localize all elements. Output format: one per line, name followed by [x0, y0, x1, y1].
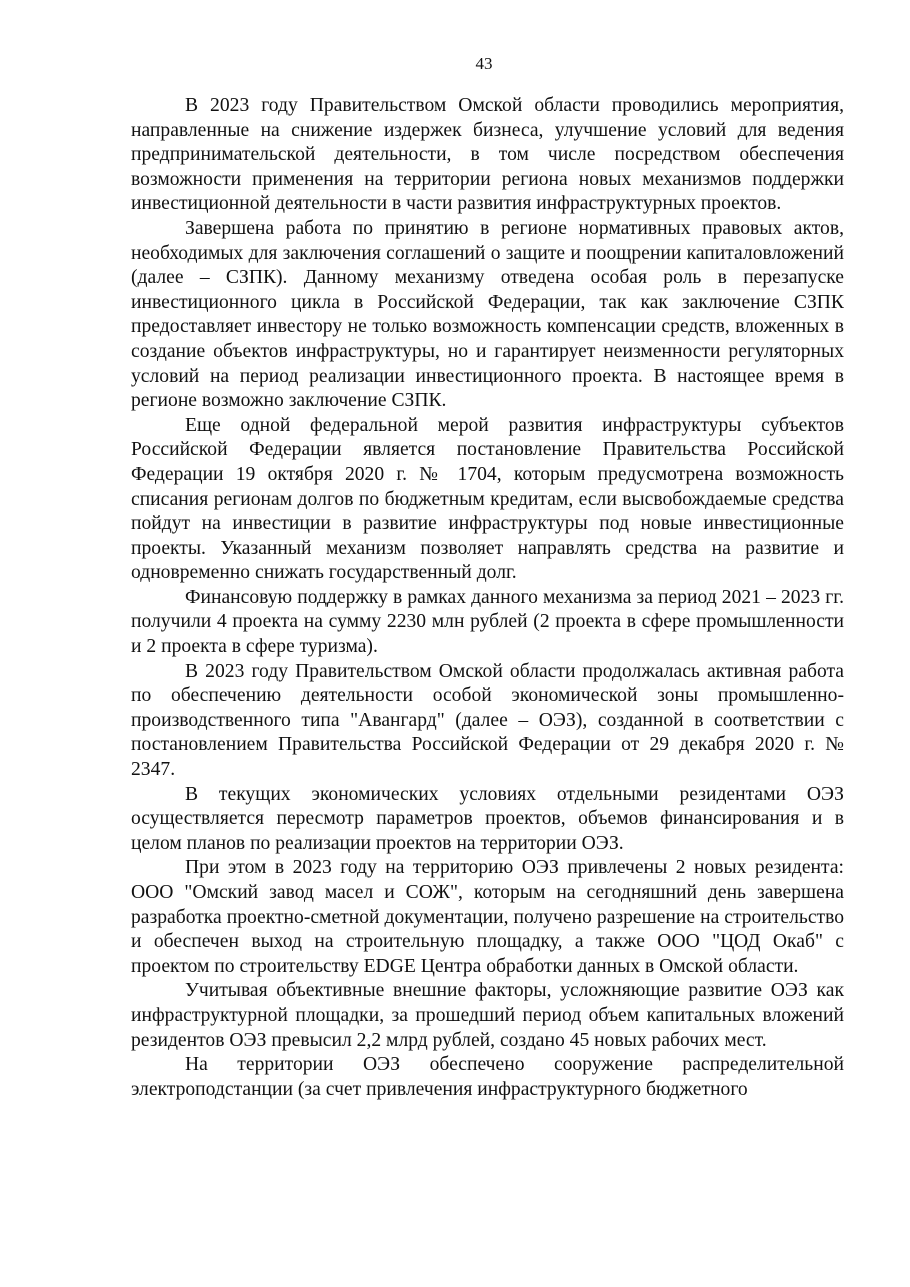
- paragraph: В 2023 году Правительством Омской области проводились мероприятия, направленные на снижение издержек бизнеса, улучшение условий для ведения предпринимательской деятельности, в том числе посредством обеспечения возможности применения на территории региона новых механизмов поддержки инвестиционной деятельности в части развития инфраструктурных проектов.: [131, 95, 844, 215]
- paragraph: На территории ОЭЗ обеспечено сооружение распределительной электроподстанции (за счет привлечения инфраструктурного бюджетного: [131, 1054, 844, 1100]
- paragraph: Учитывая объективные внешние факторы, усложняющие развитие ОЭЗ как инфраструктурной площадки, за прошедший период объем капитальных вложений резидентов ОЭЗ превысил 2,2 млрд рублей, создано 45 новых рабочих мест.: [131, 980, 844, 1051]
- paragraph: Финансовую поддержку в рамках данного механизма за период 2021 – 2023 гг. получили 4 проекта на сумму 2230 млн рублей (2 проекта в сфере промышленности и 2 проекта в сфере туризма).: [131, 586, 844, 658]
- paragraph: Еще одной федеральной мерой развития инфраструктуры субъектов Российской Федерации является постановление Правительства Российской Федерации 19 октября 2020 г. № 1704, которым предусмотрена возможность списания регионам долгов по бюджетным кредитам, если высвобождаемые средства пойдут на инвестиции в развитие инфраструктуры под новые инвестиционные проекты. Указанный механизм позволяет направлять средства на развитие и одновременно снижать государственный долг.: [131, 414, 844, 584]
- paragraph: Завершена работа по принятию в регионе нормативных правовых актов, необходимых для заключения соглашений о защите и поощрении капиталовложений (далее – СЗПК). Данному механизму отведена особая роль в перезапуске инвестиционного цикла в Российской Федерации, так как заключение СЗПК предоставляет инвестору не только возможность компенсации средств, вложенных в создание объектов инфраструктуры, но и гарантирует неизменности регуляторных условий на период реализации инвестиционного проекта. В настоящее время в регионе возможно заключение СЗПК.: [131, 217, 844, 412]
- page-number: 43: [475, 54, 493, 73]
- paragraph: При этом в 2023 году на территорию ОЭЗ привлечены 2 новых резидента: ООО "Омский завод масел и СОЖ", которым на сегодняшний день завершена разработка проектно-сметной документации, получено разрешение на строительство и обеспечен выход на строительную площадку, а также ООО "ЦОД Окаб" с проектом по строительству EDGE Центра обработки данных в Омской области.: [131, 857, 844, 977]
- paragraph: В текущих экономических условиях отдельными резидентами ОЭЗ осуществляется пересмотр параметров проектов, объемов финансирования и в целом планов по реализации проектов на территории ОЭЗ.: [131, 783, 844, 854]
- document-body: [131, 94, 844, 1102]
- paragraph: В 2023 году Правительством Омской области продолжалась активная работа по обеспечению деятельности особой экономической зоны промышленно-производственного типа "Авангард" (далее – ОЭЗ), созданной в соответствии с постановлением Правительства Российской Федерации от 29 декабря 2020 г. № 2347.: [131, 660, 844, 781]
